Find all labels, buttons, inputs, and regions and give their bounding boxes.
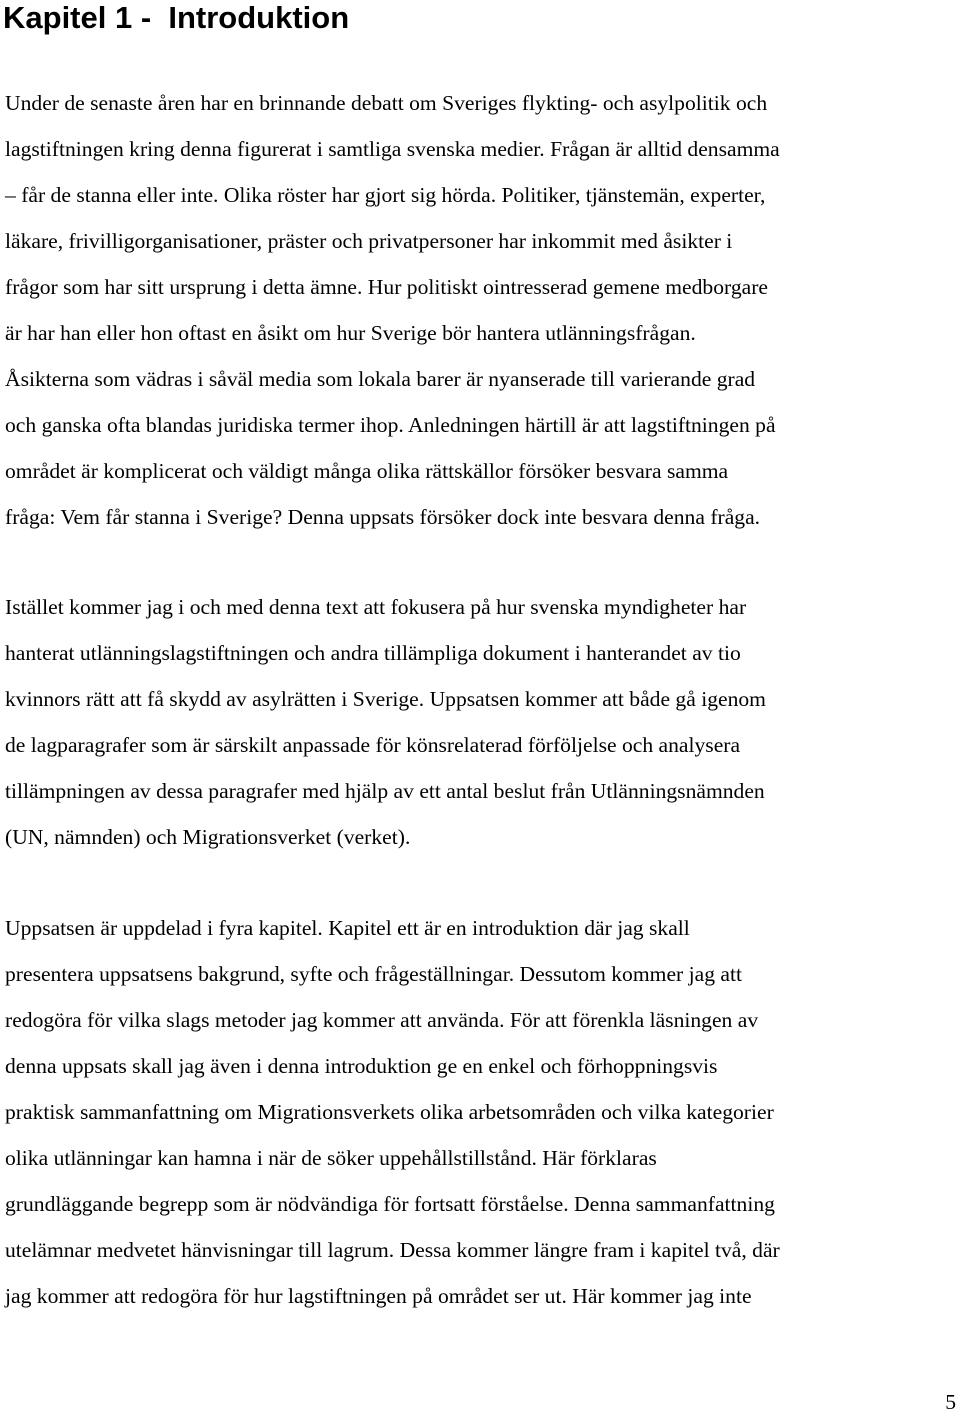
paragraph-line: tillämpningen av dessa paragrafer med hjälp av ett antal beslut från Utlänningsnämnden [5,779,765,803]
paragraph-line: frågor som har sitt ursprung i detta ämne. Hur politiskt ointresserad gemene medborgare [5,275,768,299]
paragraph-line: praktisk sammanfattning om Migrationsverkets olika arbetsområden och vilka kategorier [5,1100,774,1124]
paragraph-line: kvinnors rätt att få skydd av asylrätten i Sverige. Uppsatsen kommer att både gå igenom [5,687,766,711]
page-number: 5 [945,1390,956,1414]
paragraph-line: (UN, nämnden) och Migrationsverket (verket). [5,825,411,849]
paragraph-3 [5,905,955,1319]
paragraph-line: – får de stanna eller inte. Olika röster har gjort sig hörda. Politiker, tjänstemän, experter, [5,183,766,207]
paragraph-line: Under de senaste åren har en brinnande debatt om Sveriges flykting- och asylpolitik och [5,91,768,115]
paragraph-line: de lagparagrafer som är särskilt anpassade för könsrelaterad förföljelse och analysera [5,733,741,757]
paragraph-line: Åsikterna som vädras i såväl media som lokala barer är nyanserade till varierande grad [5,367,756,391]
paragraph-line: läkare, frivilligorganisationer, präster och privatpersoner har inkommit med åsikter i [5,229,733,253]
paragraph-line: lagstiftningen kring denna figurerat i samtliga svenska medier. Frågan är alltid densamma [5,137,780,161]
paragraph-1 [5,80,955,540]
paragraph-line: redogöra för vilka slags metoder jag kommer att använda. För att förenkla läsningen av [5,1008,759,1032]
paragraph-line: fråga: Vem får stanna i Sverige? Denna uppsats försöker dock inte besvara denna fråga. [5,505,761,529]
paragraph-line: Istället kommer jag i och med denna text att fokusera på hur svenska myndigheter har [5,595,747,619]
paragraph-line: hanterat utlänningslagstiftningen och andra tillämpliga dokument i hanterandet av tio [5,641,741,665]
paragraph-line: grundläggande begrepp som är nödvändiga för fortsatt förståelse. Denna sammanfattning [5,1192,775,1216]
paragraph-2 [5,584,955,860]
paragraph-line: denna uppsats skall jag även i denna introduktion ge en enkel och förhoppningsvis [5,1054,718,1078]
chapter-heading: Kapitel 1 - Introduktion [3,0,350,35]
paragraph-line: och ganska ofta blandas juridiska termer ihop. Anledningen härtill är att lagstiftningen på [5,413,776,437]
paragraph-line: är har han eller hon oftast en åsikt om hur Sverige bör hantera utlänningsfrågan. [5,321,696,345]
paragraph-line: utelämnar medvetet hänvisningar till lagrum. Dessa kommer längre fram i kapitel två, där [5,1238,780,1262]
paragraph-line: området är komplicerat och väldigt många olika rättskällor försöker besvara samma [5,459,729,483]
paragraph-line: Uppsatsen är uppdelad i fyra kapitel. Kapitel ett är en introduktion där jag skall [5,916,690,940]
paragraph-line: olika utlänningar kan hamna i när de söker uppehållstillstånd. Här förklaras [5,1146,657,1170]
paragraph-line: jag kommer att redogöra för hur lagstiftningen på området ser ut. Här kommer jag inte [5,1284,752,1308]
paragraph-line: presentera uppsatsens bakgrund, syfte och frågeställningar. Dessutom kommer jag att [5,962,742,986]
